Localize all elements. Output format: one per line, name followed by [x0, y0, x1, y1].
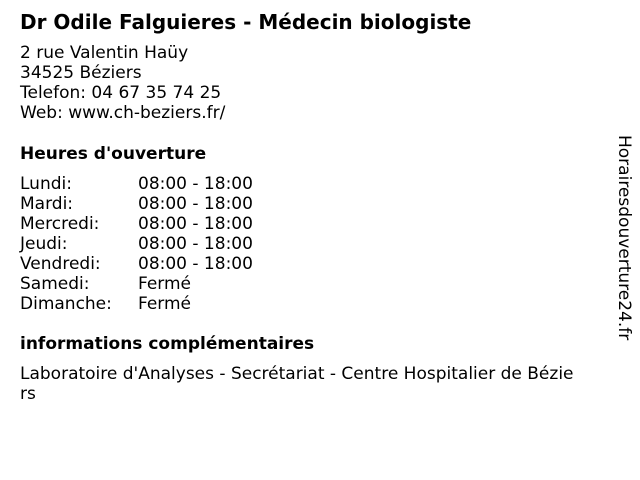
opening-hours-table: [20, 174, 253, 314]
day-label: Vendredi:: [20, 254, 101, 274]
day-label: Samedi:: [20, 274, 90, 294]
time-value: 08:00 - 18:00: [138, 214, 253, 234]
additional-info-heading: informations complémentaires: [20, 334, 315, 354]
hours-row-tuesday: [20, 194, 253, 214]
hours-row-sunday: [20, 294, 253, 314]
street-address: 2 rue Valentin Haüy: [20, 43, 189, 63]
hours-row-wednesday: [20, 214, 253, 234]
time-value: 08:00 - 18:00: [138, 254, 253, 274]
time-value: 08:00 - 18:00: [138, 174, 253, 194]
address-block: [20, 43, 225, 123]
opening-hours-heading: Heures d'ouverture: [20, 144, 207, 164]
day-label: Jeudi:: [20, 234, 68, 254]
website-link[interactable]: Web: www.ch-beziers.fr/: [20, 103, 226, 123]
time-value: 08:00 - 18:00: [138, 234, 253, 254]
additional-info-text: Laboratoire d'Analyses - Secrétariat - Centre Hospitalier de Béziers: [20, 364, 574, 404]
day-label: Dimanche:: [20, 294, 112, 314]
page-title: Dr Odile Falguieres - Médecin biologiste: [20, 10, 472, 34]
day-label: Mardi:: [20, 194, 74, 214]
time-value: Fermé: [138, 294, 192, 314]
hours-row-thursday: [20, 234, 253, 254]
hours-row-friday: [20, 254, 253, 274]
day-label: Mercredi:: [20, 214, 100, 234]
phone-number: Telefon: 04 67 35 74 25: [20, 83, 222, 103]
time-value: 08:00 - 18:00: [138, 194, 253, 214]
time-value: Fermé: [138, 274, 192, 294]
hours-row-saturday: [20, 274, 253, 294]
day-label: Lundi:: [20, 174, 72, 194]
hours-row-monday: [20, 174, 253, 194]
site-brand-watermark: Horairesdouverture24.fr: [614, 135, 634, 341]
city-postcode: 34525 Béziers: [20, 63, 142, 83]
